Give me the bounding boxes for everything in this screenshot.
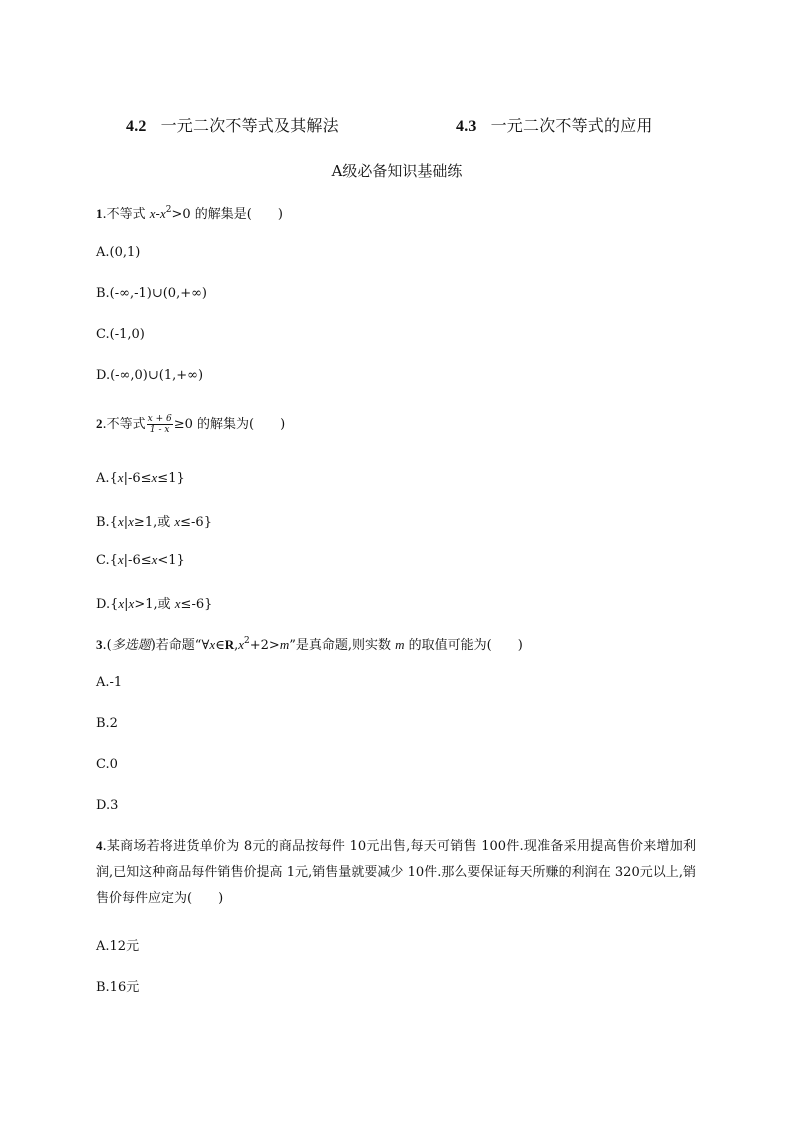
option-a: A.(0,1) bbox=[96, 245, 141, 260]
option-b: B.(-∞,-1)∪(0,+∞) bbox=[96, 286, 208, 301]
fraction: $\frac{x + 6}{1 - x}$ bbox=[147, 414, 172, 435]
option-b: B.{x|x≥1,或 x≤-6} bbox=[96, 514, 212, 530]
question-tag: 多选题 bbox=[111, 637, 151, 652]
question-3-stem: 3.(多选题)若命题“$\forall x\in R,x^2+2>m$”是真命题,则实数 m 的取值可能为( ) bbox=[96, 636, 523, 653]
section-title: 一元二次不等式及其解法 bbox=[160, 116, 339, 135]
option-a: A.12元 bbox=[96, 939, 140, 954]
option-c: C.{x|-6≤x<1} bbox=[96, 552, 185, 568]
question-4-stem: 4.某商场若将进货单价为 8元的商品按每件 10元出售,每天可销售 100件.现准备采用提高售价来增加利润,已知这种商品每件销售价提高 1元,销售量就要减少 10件.那么要保证每天所赚的利润在 320元以上,销售价每件应定为( ) bbox=[96, 838, 696, 906]
option-c: C.(-1,0) bbox=[96, 327, 145, 342]
question-number: 1 bbox=[96, 206, 103, 221]
section-number: 4.3 bbox=[456, 118, 477, 135]
option-c: C.0 bbox=[96, 757, 118, 772]
question-number: 2 bbox=[96, 416, 103, 431]
option-b: B.2 bbox=[96, 716, 118, 731]
option-a: A.-1 bbox=[96, 675, 123, 690]
section-heading-right bbox=[456, 113, 653, 136]
option-a: A.{x|-6≤x≤1} bbox=[96, 470, 185, 486]
option-d: D.3 bbox=[96, 798, 119, 813]
question-number: 3 bbox=[96, 637, 103, 652]
section-title: 一元二次不等式的应用 bbox=[490, 116, 653, 135]
question-number: 4 bbox=[96, 838, 103, 853]
option-b: B.16元 bbox=[96, 980, 140, 995]
section-heading-left bbox=[126, 113, 339, 136]
level-title: A级必备知识基础练 bbox=[331, 162, 463, 180]
option-d: D.{x|x>1,或 x≤-6} bbox=[96, 596, 213, 612]
section-number: 4.2 bbox=[126, 118, 147, 135]
question-1-stem: 1.不等式 $x-x^2>0$ 的解集是( ) bbox=[96, 205, 283, 222]
option-d: D.(-∞,0)∪(1,+∞) bbox=[96, 368, 204, 383]
question-2-stem: 2.不等式 $\frac{x + 6}{1 - x}$ ≥0 的解集为( ) bbox=[96, 414, 286, 435]
